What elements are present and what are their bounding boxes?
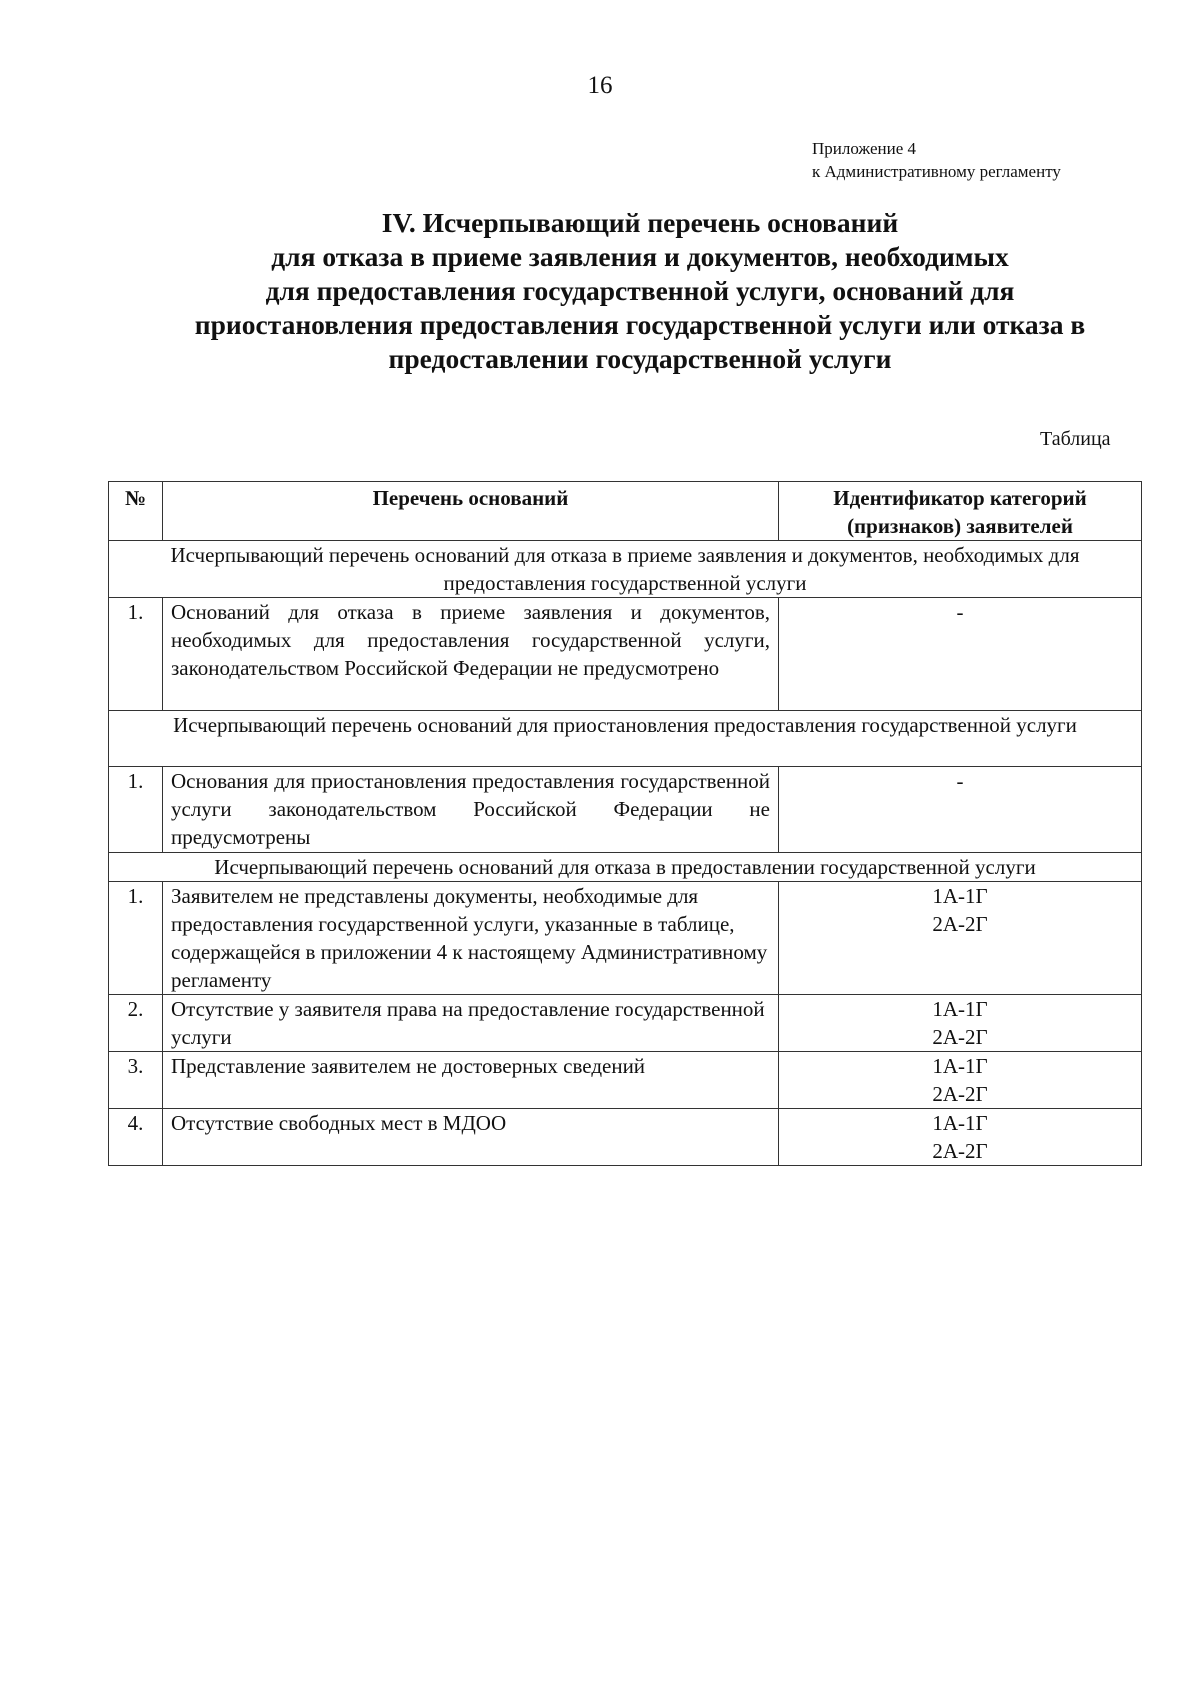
table-row <box>109 1109 1142 1166</box>
title-line-4: приостановления предоставления государственной услуги или отказа в <box>194 309 1086 340</box>
section-row-refusal-acceptance <box>109 541 1142 598</box>
section-row-refusal-service <box>109 853 1142 882</box>
appendix-line-2: к Административному регламенту <box>812 162 1061 181</box>
row-text: Оснований для отказа в приеме заявления и документов, необходимых для предоставления государственной услуги, законодательством Российской Федерации не предусмотрено <box>163 598 779 711</box>
appendix-line-1: Приложение 4 <box>812 139 916 158</box>
row-number: 2. <box>109 995 163 1052</box>
row-identifier <box>779 1052 1142 1109</box>
row-identifier <box>779 995 1142 1052</box>
section-title-cell: Исчерпывающий перечень оснований для отказа в предоставлении государственной услуги <box>109 853 1142 882</box>
identifier-value: - <box>956 769 964 793</box>
row-number: 3. <box>109 1052 163 1109</box>
table-header-row <box>109 482 1142 541</box>
table-row <box>109 995 1142 1052</box>
identifier-value: 1А-1Г <box>932 1111 988 1135</box>
identifier-value: 2А-2Г <box>932 912 988 936</box>
row-text: Представление заявителем не достоверных сведений <box>163 1052 779 1109</box>
identifier-value: 1А-1Г <box>932 884 988 908</box>
identifier-value: 1А-1Г <box>932 997 988 1021</box>
table-row <box>109 1052 1142 1109</box>
identifier-value: - <box>956 600 964 624</box>
row-text: Основания для приостановления предоставления государственной услуги законодательством Российской Федерации не предусмотрены <box>163 767 779 853</box>
title-line-5: предоставлении государственной услуги <box>388 343 892 374</box>
section-title-cell: Исчерпывающий перечень оснований для приостановления предоставления государственной услуги <box>109 711 1142 767</box>
section-title-cell: Исчерпывающий перечень оснований для отказа в приеме заявления и документов, необходимых для предоставления государственной услуги <box>109 541 1142 598</box>
page-number: 16 <box>587 72 613 99</box>
header-num: № <box>109 482 163 541</box>
row-text: Заявителем не представлены документы, необходимые для предоставления государственной услуги, указанные в таблице, содержащейся в приложении 4 к настоящему Административному регламенту <box>163 882 779 995</box>
grounds-table <box>108 481 1142 1166</box>
row-identifier <box>779 598 1142 711</box>
identifier-value: 2А-2Г <box>932 1082 988 1106</box>
table-row <box>109 767 1142 853</box>
row-number: 4. <box>109 1109 163 1166</box>
section-row-suspension <box>109 711 1142 767</box>
identifier-value: 1А-1Г <box>932 1054 988 1078</box>
table-caption: Таблица <box>1040 428 1111 450</box>
section-title <box>150 206 1130 376</box>
row-number: 1. <box>109 598 163 711</box>
row-identifier <box>779 882 1142 995</box>
title-line-1: IV. Исчерпывающий перечень оснований <box>381 207 899 238</box>
row-identifier <box>779 1109 1142 1166</box>
table-row <box>109 882 1142 995</box>
title-line-2: для отказа в приеме заявления и документов, необходимых <box>271 241 1009 272</box>
header-list: Перечень оснований <box>163 482 779 541</box>
row-text: Отсутствие у заявителя права на предоставление государственной услуги <box>163 995 779 1052</box>
title-line-3: для предоставления государственной услуги, оснований для <box>265 275 1015 306</box>
appendix-note <box>812 137 1061 183</box>
identifier-value: 2А-2Г <box>932 1025 988 1049</box>
header-identifier: Идентификатор категорий (признаков) заявителей <box>779 482 1142 541</box>
row-number: 1. <box>109 882 163 995</box>
row-number: 1. <box>109 767 163 853</box>
row-identifier <box>779 767 1142 853</box>
table-row <box>109 598 1142 711</box>
identifier-value: 2А-2Г <box>932 1139 988 1163</box>
row-text: Отсутствие свободных мест в МДОО <box>163 1109 779 1166</box>
